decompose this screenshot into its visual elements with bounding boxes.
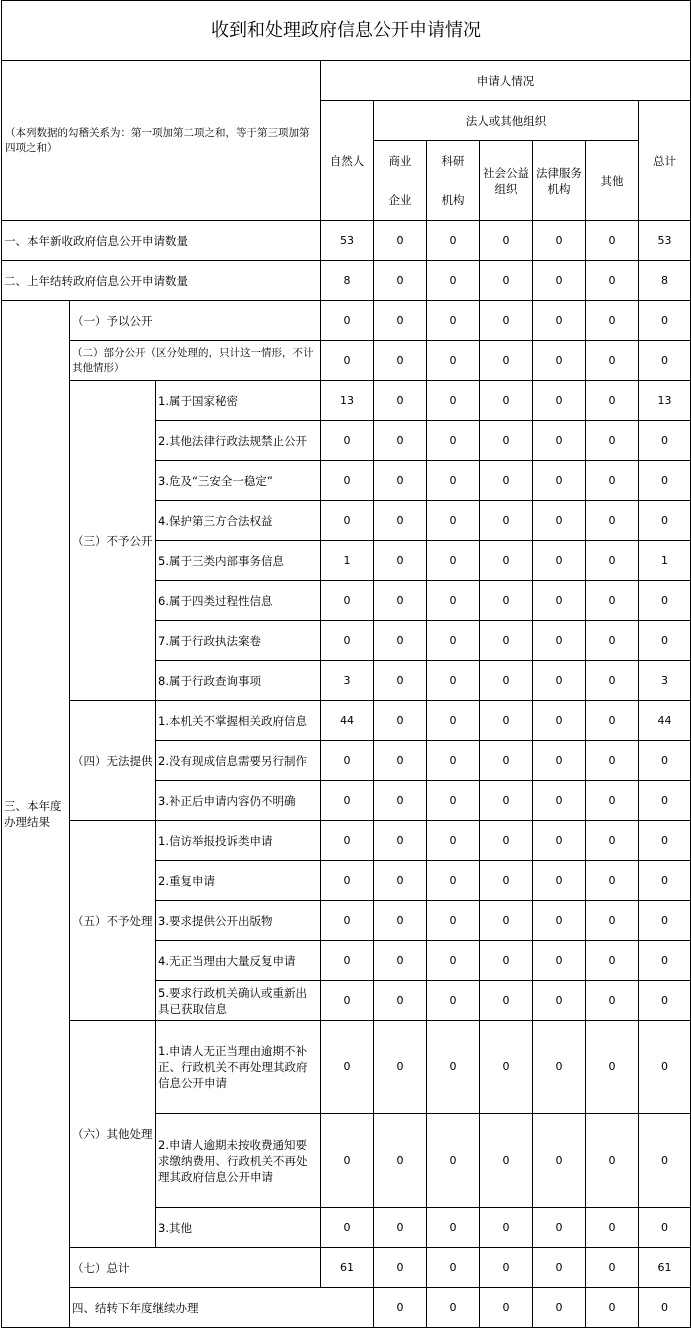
cell: 0	[586, 821, 639, 861]
cell: 0	[374, 261, 427, 301]
cell: 8	[639, 261, 691, 301]
row-carried	[2, 261, 691, 301]
cell: 0	[374, 661, 427, 701]
cell: 0	[374, 981, 427, 1021]
cell: 0	[374, 1021, 427, 1114]
row-label: 4.无正当理由大量反复申请	[156, 941, 321, 981]
cell: 0	[374, 701, 427, 741]
row-label: 1.申请人无正当理由逾期不补正、行政机关不再处理其政府信息公开申请	[156, 1021, 321, 1114]
row-label: 3.危及“三安全一稳定”	[156, 461, 321, 501]
cell: 0	[374, 861, 427, 901]
cell: 0	[586, 701, 639, 741]
header-business-top: 商业	[374, 141, 427, 181]
cell: 0	[586, 221, 639, 261]
header-total: 总计	[639, 101, 691, 221]
row-label: 8.属于行政查询事项	[156, 661, 321, 701]
cell: 0	[639, 821, 691, 861]
cell: 0	[586, 1248, 639, 1288]
cell: 0	[427, 1114, 480, 1208]
cell: 0	[586, 1021, 639, 1114]
cell: 0	[321, 821, 374, 861]
cell: 0	[533, 1248, 586, 1288]
cell: 0	[480, 261, 533, 301]
cell: 0	[480, 1021, 533, 1114]
cell: 13	[639, 381, 691, 421]
cell: 0	[374, 301, 427, 341]
cell: 0	[427, 1288, 480, 1328]
cell: 0	[480, 981, 533, 1021]
cell: 0	[480, 1208, 533, 1248]
cell: 0	[533, 461, 586, 501]
cell: 0	[321, 1208, 374, 1248]
cell: 0	[427, 1208, 480, 1248]
cell: 0	[427, 781, 480, 821]
cell: 0	[427, 741, 480, 781]
cell: 0	[480, 581, 533, 621]
row-label: 3.要求提供公开出版物	[156, 901, 321, 941]
cell: 0	[586, 661, 639, 701]
cell: 0	[480, 421, 533, 461]
cell: 0	[427, 981, 480, 1021]
cell: 0	[321, 1114, 374, 1208]
cell: 0	[533, 581, 586, 621]
cell: 0	[374, 381, 427, 421]
cell: 0	[427, 501, 480, 541]
cell: 0	[480, 901, 533, 941]
header-social-org: 社会公益组织	[480, 141, 533, 221]
cell: 0	[639, 461, 691, 501]
cell: 0	[321, 781, 374, 821]
cell: 0	[586, 501, 639, 541]
cell: 0	[480, 821, 533, 861]
cell: 0	[427, 1248, 480, 1288]
group-label: （五）不予处理	[70, 821, 156, 1021]
cell: 0	[586, 541, 639, 581]
cell: 0	[427, 941, 480, 981]
cell: 0	[533, 341, 586, 381]
cell: 8	[321, 261, 374, 301]
cell: 0	[321, 861, 374, 901]
cell: 0	[427, 541, 480, 581]
cell: 0	[480, 1288, 533, 1328]
cell: 0	[639, 741, 691, 781]
cell: 0	[374, 221, 427, 261]
cell: 0	[374, 501, 427, 541]
cell: 0	[480, 221, 533, 261]
cell: 53	[639, 221, 691, 261]
cell: 0	[586, 301, 639, 341]
cell: 0	[374, 821, 427, 861]
header-business-bottom: 企业	[374, 181, 427, 221]
group-label: （三）不予公开	[70, 381, 156, 701]
cell: 0	[321, 621, 374, 661]
cell: 0	[533, 261, 586, 301]
cell: 0	[480, 301, 533, 341]
cell: 0	[533, 501, 586, 541]
header-org-group: 法人或其他组织	[374, 101, 639, 141]
cell: 0	[480, 341, 533, 381]
cell: 0	[639, 621, 691, 661]
row-label: 1.本机关不掌握相关政府信息	[156, 701, 321, 741]
cell: 0	[533, 701, 586, 741]
row-g7	[2, 1248, 691, 1288]
row-label: 四、结转下年度继续办理	[70, 1288, 374, 1328]
cell: 0	[586, 261, 639, 301]
cell: 0	[533, 661, 586, 701]
info-disclosure-table	[1, 0, 691, 1328]
cell: 0	[374, 741, 427, 781]
cell: 0	[533, 1288, 586, 1328]
cell: 3	[321, 661, 374, 701]
cell: 0	[427, 581, 480, 621]
cell: 0	[374, 1114, 427, 1208]
cell: 0	[427, 821, 480, 861]
row-g5-1	[2, 821, 691, 861]
cell: 0	[427, 661, 480, 701]
cell: 0	[533, 421, 586, 461]
cell: 0	[533, 981, 586, 1021]
cell: 0	[321, 981, 374, 1021]
cell: 0	[427, 301, 480, 341]
cell: 0	[586, 381, 639, 421]
cell: 0	[427, 621, 480, 661]
cell: 0	[374, 941, 427, 981]
cell: 1	[639, 541, 691, 581]
cell: 61	[321, 1248, 374, 1288]
table-title: 收到和处理政府信息公开申请情况	[2, 1, 691, 61]
cell: 0	[533, 301, 586, 341]
cell: 0	[374, 581, 427, 621]
cell: 0	[586, 1208, 639, 1248]
cell: 0	[374, 1248, 427, 1288]
row-section4	[2, 1288, 691, 1328]
cell: 0	[427, 341, 480, 381]
cell: 0	[533, 381, 586, 421]
header-note: （本列数据的勾稽关系为：第一项加第二项之和，等于第三项加第四项之和）	[2, 61, 321, 221]
cell: 0	[374, 1208, 427, 1248]
cell: 0	[427, 421, 480, 461]
section3-label: 三、本年度办理结果	[2, 301, 70, 1328]
row-label: 4.保护第三方合法权益	[156, 501, 321, 541]
row-label: 3.其他	[156, 1208, 321, 1248]
header-research-bottom: 机构	[427, 181, 480, 221]
cell: 0	[480, 701, 533, 741]
cell: 0	[321, 941, 374, 981]
cell: 0	[639, 901, 691, 941]
cell: 0	[427, 261, 480, 301]
cell: 0	[639, 981, 691, 1021]
cell: 0	[639, 1208, 691, 1248]
row-g2	[2, 341, 691, 381]
cell: 0	[586, 421, 639, 461]
cell: 0	[480, 501, 533, 541]
group-label: （四）无法提供	[70, 701, 156, 821]
cell: 0	[639, 861, 691, 901]
cell: 0	[480, 1114, 533, 1208]
cell: 0	[533, 541, 586, 581]
cell: 0	[533, 781, 586, 821]
cell: 61	[639, 1248, 691, 1288]
cell: 0	[639, 341, 691, 381]
cell: 0	[374, 1288, 427, 1328]
cell: 0	[586, 1114, 639, 1208]
cell: 0	[533, 821, 586, 861]
header-other: 其他	[586, 141, 639, 221]
cell: 0	[586, 861, 639, 901]
cell: 44	[639, 701, 691, 741]
cell: 0	[586, 621, 639, 661]
cell: 0	[639, 301, 691, 341]
cell: 13	[321, 381, 374, 421]
cell: 0	[586, 981, 639, 1021]
header-natural-person: 自然人	[321, 101, 374, 221]
cell: 0	[374, 541, 427, 581]
cell: 0	[533, 1114, 586, 1208]
cell: 0	[374, 341, 427, 381]
row-label: 1.属于国家秘密	[156, 381, 321, 421]
cell: 0	[639, 1288, 691, 1328]
cell: 0	[533, 1208, 586, 1248]
cell: 0	[480, 941, 533, 981]
cell: 0	[586, 941, 639, 981]
cell: 0	[321, 1021, 374, 1114]
row-label: （二）部分公开（区分处理的，只计这一情形，不计其他情形）	[70, 341, 321, 381]
cell: 0	[374, 461, 427, 501]
cell: 0	[374, 421, 427, 461]
cell: 0	[586, 781, 639, 821]
cell: 0	[639, 1114, 691, 1208]
cell: 0	[533, 1021, 586, 1114]
row-g3-1	[2, 381, 691, 421]
cell: 0	[427, 461, 480, 501]
cell: 0	[586, 461, 639, 501]
row-label: 二、上年结转政府信息公开申请数量	[2, 261, 321, 301]
row-label: 一、本年新收政府信息公开申请数量	[2, 221, 321, 261]
cell: 0	[427, 381, 480, 421]
cell: 0	[586, 1288, 639, 1328]
cell: 0	[374, 621, 427, 661]
cell: 0	[480, 861, 533, 901]
cell: 0	[586, 341, 639, 381]
header-research-top: 科研	[427, 141, 480, 181]
header-applicant: 申请人情况	[321, 61, 691, 101]
row-label: 2.其他法律行政法规禁止公开	[156, 421, 321, 461]
cell: 3	[639, 661, 691, 701]
cell: 0	[639, 421, 691, 461]
row-label: 7.属于行政执法案卷	[156, 621, 321, 661]
cell: 0	[533, 901, 586, 941]
cell: 0	[321, 341, 374, 381]
row-label: 2.没有现成信息需要另行制作	[156, 741, 321, 781]
cell: 0	[533, 941, 586, 981]
row-label: 2.申请人逾期未按收费通知要求缴纳费用、行政机关不再处理其政府信息公开申请	[156, 1114, 321, 1208]
group-label: （六）其他处理	[70, 1021, 156, 1248]
row-g6-1	[2, 1021, 691, 1114]
row-label: 3.补正后申请内容仍不明确	[156, 781, 321, 821]
cell: 0	[427, 701, 480, 741]
row-new	[2, 221, 691, 261]
cell: 0	[639, 781, 691, 821]
cell: 0	[321, 421, 374, 461]
cell: 0	[639, 1021, 691, 1114]
cell: 0	[374, 781, 427, 821]
cell: 0	[321, 501, 374, 541]
cell: 0	[374, 901, 427, 941]
cell: 0	[533, 861, 586, 901]
cell: 0	[427, 901, 480, 941]
cell: 0	[427, 1021, 480, 1114]
cell: 0	[480, 461, 533, 501]
cell: 0	[480, 661, 533, 701]
cell: 0	[321, 741, 374, 781]
row-label: 1.信访举报投诉类申请	[156, 821, 321, 861]
cell: 0	[480, 1248, 533, 1288]
cell: 0	[639, 941, 691, 981]
row-label: 2.重复申请	[156, 861, 321, 901]
cell: 44	[321, 701, 374, 741]
cell: 0	[533, 221, 586, 261]
cell: 0	[586, 901, 639, 941]
cell: 0	[533, 621, 586, 661]
cell: 0	[480, 621, 533, 661]
cell: 0	[321, 581, 374, 621]
cell: 0	[480, 541, 533, 581]
cell: 0	[321, 461, 374, 501]
cell: 0	[480, 741, 533, 781]
row-label: 5.要求行政机关确认或重新出具已获取信息	[156, 981, 321, 1021]
cell: 0	[427, 221, 480, 261]
row-g4-1	[2, 701, 691, 741]
cell: 1	[321, 541, 374, 581]
cell: 0	[321, 301, 374, 341]
cell: 0	[639, 581, 691, 621]
row-label: （一）予以公开	[70, 301, 321, 341]
cell: 0	[321, 901, 374, 941]
row-label: 5.属于三类内部事务信息	[156, 541, 321, 581]
cell: 53	[321, 221, 374, 261]
row-g1	[2, 301, 691, 341]
cell: 0	[533, 741, 586, 781]
cell: 0	[586, 741, 639, 781]
cell: 0	[427, 861, 480, 901]
cell: 0	[586, 581, 639, 621]
row-label: 6.属于四类过程性信息	[156, 581, 321, 621]
cell: 0	[480, 781, 533, 821]
cell: 0	[639, 501, 691, 541]
header-legal-org: 法律服务机构	[533, 141, 586, 221]
cell: 0	[480, 381, 533, 421]
row-label: （七）总计	[70, 1248, 321, 1288]
